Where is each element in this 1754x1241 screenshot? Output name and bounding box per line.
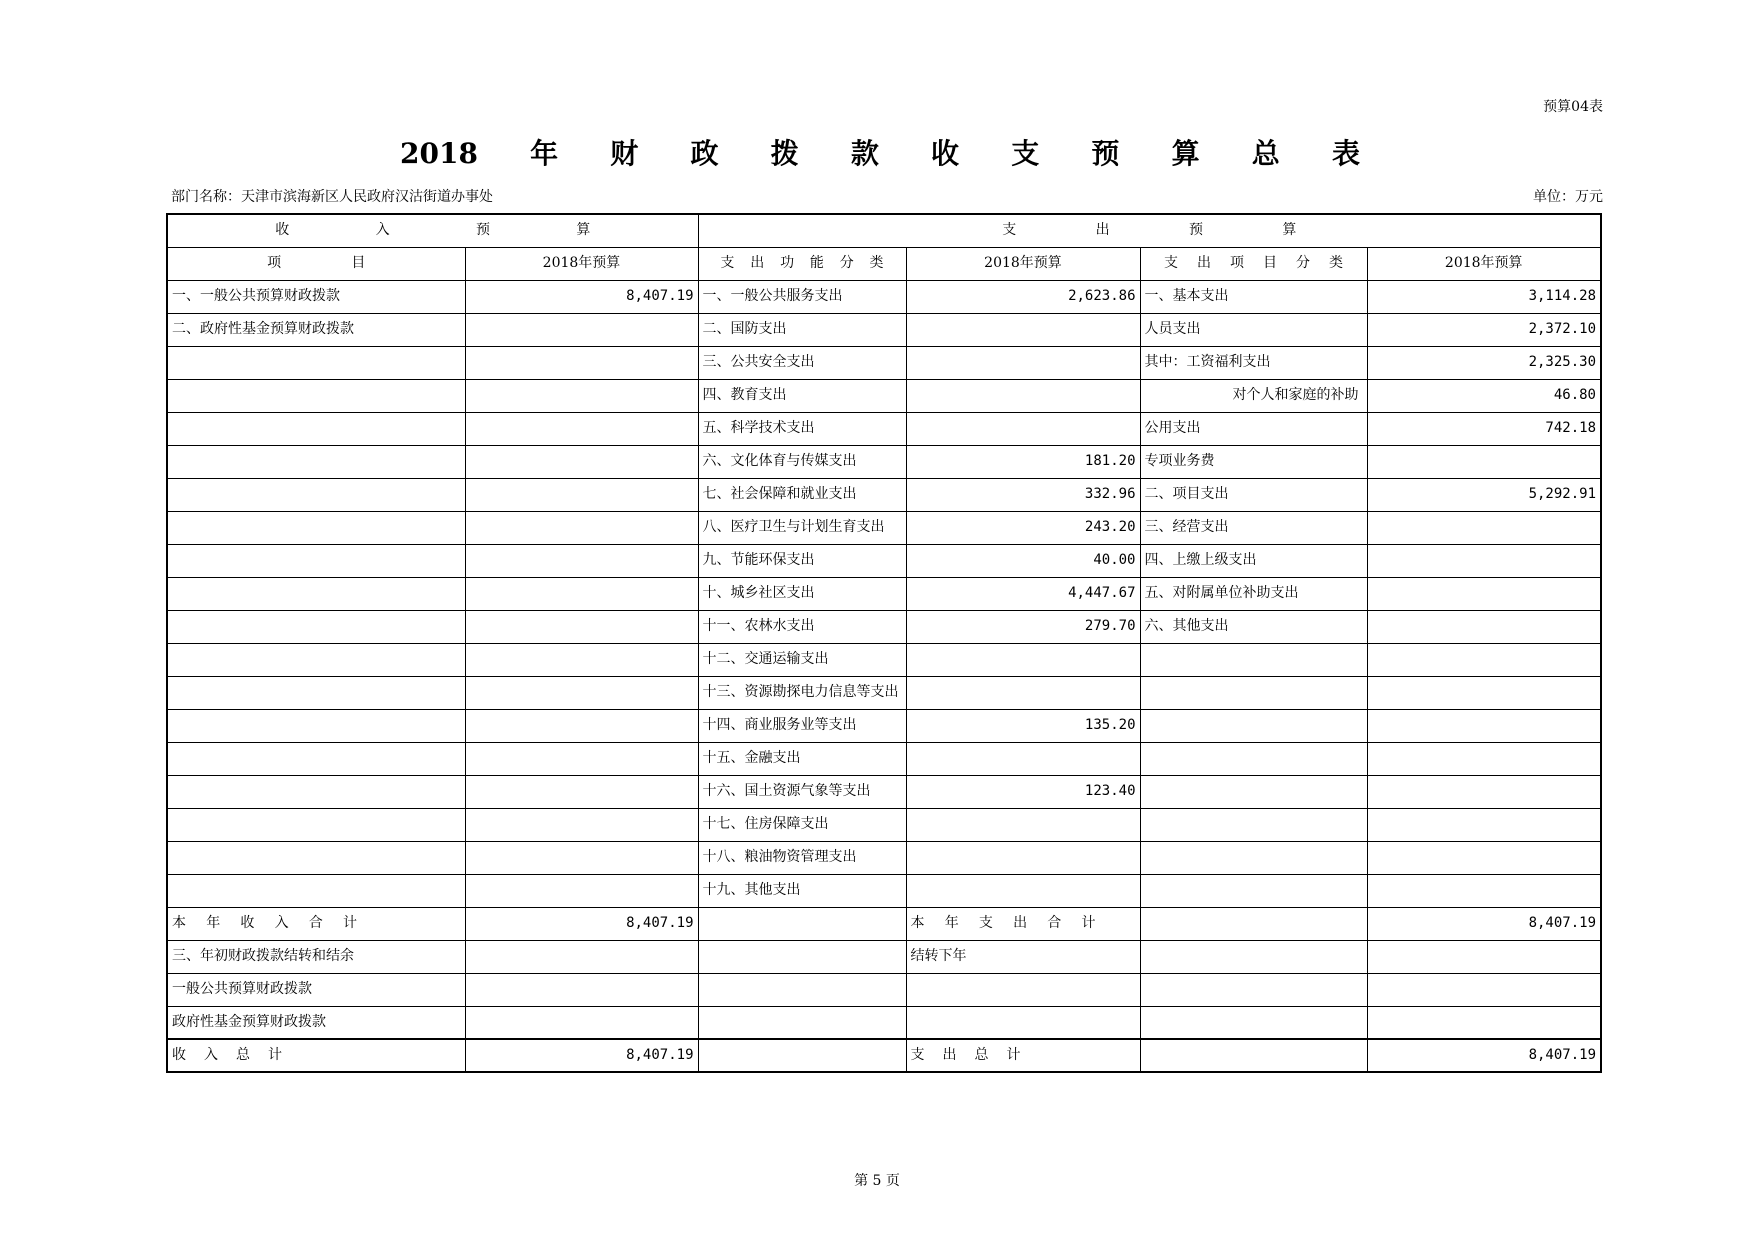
title-char: 算 [1171, 137, 1200, 170]
table-row [167, 676, 1601, 709]
econ-value [1367, 445, 1601, 478]
page-title [400, 136, 1360, 172]
form-id: 预算04表 [1543, 99, 1603, 115]
func-value [906, 379, 1140, 412]
func-value: 243.20 [906, 511, 1140, 544]
func-value: 279.70 [906, 610, 1140, 643]
econ-item: 专项业务费 [1140, 445, 1367, 478]
col-header-func: 支 出 功 能 分 类 [698, 247, 906, 280]
income-item [167, 544, 465, 577]
table-row [167, 544, 1601, 577]
income-value [465, 445, 698, 478]
table-row [167, 313, 1601, 346]
econ-item [1140, 742, 1367, 775]
func-value: 332.96 [906, 478, 1140, 511]
func-item: 四、教育支出 [698, 379, 906, 412]
income-item [167, 379, 465, 412]
table-row [167, 379, 1601, 412]
income-value [465, 874, 698, 907]
income-value [465, 412, 698, 445]
econ-value: 2,372.10 [1367, 313, 1601, 346]
income-value [465, 379, 698, 412]
income-item [167, 346, 465, 379]
func-item: 十一、农林水支出 [698, 610, 906, 643]
col-header-item: 项 目 [167, 247, 465, 280]
income-value [465, 676, 698, 709]
econ-value [1367, 775, 1601, 808]
table-row [167, 445, 1601, 478]
income-year-total-value: 8,407.19 [465, 907, 698, 940]
func-value [906, 841, 1140, 874]
func-value: 123.40 [906, 775, 1140, 808]
title-char: 收 [931, 137, 960, 170]
income-item [167, 445, 465, 478]
income-value [465, 643, 698, 676]
title-char: 财 [610, 137, 639, 170]
income-item [167, 511, 465, 544]
econ-item [1140, 841, 1367, 874]
econ-value: 5,292.91 [1367, 478, 1601, 511]
econ-value [1367, 874, 1601, 907]
department-name: 部门名称：天津市滨海新区人民政府汉沽街道办事处 [171, 189, 493, 205]
econ-value [1367, 841, 1601, 874]
econ-value [1367, 577, 1601, 610]
table-row [167, 610, 1601, 643]
econ-item [1140, 676, 1367, 709]
func-value: 40.00 [906, 544, 1140, 577]
income-grand-total-label: 收 入 总 计 [167, 1039, 465, 1072]
income-value [465, 478, 698, 511]
grand-total-row [167, 1039, 1601, 1072]
econ-item: 对个人和家庭的补助 [1140, 379, 1367, 412]
carry-row [167, 940, 1601, 973]
econ-item [1140, 808, 1367, 841]
income-grand-total-value: 8,407.19 [465, 1039, 698, 1072]
func-value: 181.20 [906, 445, 1140, 478]
func-value [906, 643, 1140, 676]
econ-value [1367, 643, 1601, 676]
section-header-row [167, 214, 1601, 247]
income-item [167, 676, 465, 709]
econ-value: 46.80 [1367, 379, 1601, 412]
func-item: 十四、商业服务业等支出 [698, 709, 906, 742]
income-item [167, 478, 465, 511]
func-value [906, 412, 1140, 445]
title-char: 政 [690, 137, 719, 170]
table-row [167, 775, 1601, 808]
expense-grand-total-label: 支 出 总 计 [906, 1039, 1140, 1072]
func-item: 八、医疗卫生与计划生育支出 [698, 511, 906, 544]
econ-value [1367, 742, 1601, 775]
title-year: 2018 [400, 137, 478, 170]
unit-label: 单位：万元 [1533, 189, 1603, 205]
func-item: 一、一般公共服务支出 [698, 280, 906, 313]
econ-item: 公用支出 [1140, 412, 1367, 445]
expense-carry-item: 结转下年 [906, 940, 1140, 973]
econ-item: 四、上缴上级支出 [1140, 544, 1367, 577]
func-item: 十八、粮油物资管理支出 [698, 841, 906, 874]
econ-item [1140, 874, 1367, 907]
func-item: 十二、交通运输支出 [698, 643, 906, 676]
income-value [465, 775, 698, 808]
func-value: 4,447.67 [906, 577, 1140, 610]
func-item: 十、城乡社区支出 [698, 577, 906, 610]
table-row [167, 511, 1601, 544]
econ-item [1140, 775, 1367, 808]
table-row [167, 742, 1601, 775]
econ-value: 742.18 [1367, 412, 1601, 445]
col-header-budget: 2018年预算 [1367, 247, 1601, 280]
func-value [906, 313, 1140, 346]
func-item: 七、社会保障和就业支出 [698, 478, 906, 511]
col-header-budget: 2018年预算 [906, 247, 1140, 280]
income-value [465, 709, 698, 742]
func-item: 十六、国土资源气象等支出 [698, 775, 906, 808]
econ-item: 六、其他支出 [1140, 610, 1367, 643]
col-header-econ: 支 出 项 目 分 类 [1140, 247, 1367, 280]
table-row [167, 874, 1601, 907]
income-item [167, 577, 465, 610]
econ-item [1140, 709, 1367, 742]
income-item: 一、一般公共预算财政拨款 [167, 280, 465, 313]
income-year-total-label: 本 年 收 入 合 计 [167, 907, 465, 940]
table-row [167, 643, 1601, 676]
year-total-row [167, 907, 1601, 940]
column-header-row [167, 247, 1601, 280]
income-value [465, 610, 698, 643]
income-item [167, 610, 465, 643]
income-item [167, 808, 465, 841]
table-row [167, 841, 1601, 874]
income-section-header: 收 入 预 算 [167, 214, 698, 247]
econ-item: 一、基本支出 [1140, 280, 1367, 313]
expense-section-header: 支 出 预 算 [698, 214, 1601, 247]
title-char: 支 [1011, 137, 1040, 170]
func-item: 六、文化体育与传媒支出 [698, 445, 906, 478]
income-item [167, 643, 465, 676]
func-item: 十三、资源勘探电力信息等支出 [698, 676, 906, 709]
func-value [906, 874, 1140, 907]
income-value [465, 841, 698, 874]
econ-item: 人员支出 [1140, 313, 1367, 346]
income-carry-sub: 一般公共预算财政拨款 [167, 973, 465, 1006]
income-value [465, 511, 698, 544]
func-value [906, 742, 1140, 775]
table-row [167, 709, 1601, 742]
income-item [167, 412, 465, 445]
econ-item: 其中：工资福利支出 [1140, 346, 1367, 379]
income-item: 二、政府性基金预算财政拨款 [167, 313, 465, 346]
title-char: 拨 [770, 137, 799, 170]
econ-value [1367, 709, 1601, 742]
func-value [906, 676, 1140, 709]
income-value [465, 808, 698, 841]
func-value [906, 808, 1140, 841]
table-row [167, 808, 1601, 841]
func-item: 五、科学技术支出 [698, 412, 906, 445]
income-value [465, 313, 698, 346]
func-value: 135.20 [906, 709, 1140, 742]
expense-grand-total-value: 8,407.19 [1367, 1039, 1601, 1072]
page-number: 第 5 页 [854, 1173, 900, 1189]
income-value [465, 742, 698, 775]
income-carry-item: 三、年初财政拨款结转和结余 [167, 940, 465, 973]
income-item [167, 709, 465, 742]
carry-sub-row [167, 1006, 1601, 1039]
func-item: 十五、金融支出 [698, 742, 906, 775]
table-row [167, 346, 1601, 379]
func-item: 十九、其他支出 [698, 874, 906, 907]
econ-value [1367, 676, 1601, 709]
func-value [906, 346, 1140, 379]
econ-value [1367, 808, 1601, 841]
func-item: 十七、住房保障支出 [698, 808, 906, 841]
func-item: 二、国防支出 [698, 313, 906, 346]
budget-table [166, 213, 1602, 1073]
expense-year-total-value: 8,407.19 [1367, 907, 1601, 940]
func-value: 2,623.86 [906, 280, 1140, 313]
econ-value: 2,325.30 [1367, 346, 1601, 379]
title-char: 总 [1251, 137, 1280, 170]
income-item [167, 742, 465, 775]
income-value [465, 577, 698, 610]
income-value [465, 544, 698, 577]
income-item [167, 874, 465, 907]
income-value: 8,407.19 [465, 280, 698, 313]
income-item [167, 775, 465, 808]
econ-item: 五、对附属单位补助支出 [1140, 577, 1367, 610]
col-header-budget: 2018年预算 [465, 247, 698, 280]
income-carry-sub: 政府性基金预算财政拨款 [167, 1006, 465, 1039]
title-char: 年 [530, 137, 559, 170]
title-char: 款 [850, 137, 879, 170]
title-char: 预 [1091, 137, 1120, 170]
econ-value [1367, 544, 1601, 577]
econ-value [1367, 610, 1601, 643]
econ-item: 二、项目支出 [1140, 478, 1367, 511]
econ-item: 三、经营支出 [1140, 511, 1367, 544]
carry-sub-row [167, 973, 1601, 1006]
expense-year-total-label: 本 年 支 出 合 计 [906, 907, 1140, 940]
table-row [167, 412, 1601, 445]
econ-value [1367, 511, 1601, 544]
func-item: 三、公共安全支出 [698, 346, 906, 379]
title-char: 表 [1331, 137, 1360, 170]
income-value [465, 346, 698, 379]
table-row [167, 280, 1601, 313]
income-item [167, 841, 465, 874]
func-item: 九、节能环保支出 [698, 544, 906, 577]
table-row [167, 577, 1601, 610]
table-row [167, 478, 1601, 511]
econ-value: 3,114.28 [1367, 280, 1601, 313]
econ-item [1140, 643, 1367, 676]
